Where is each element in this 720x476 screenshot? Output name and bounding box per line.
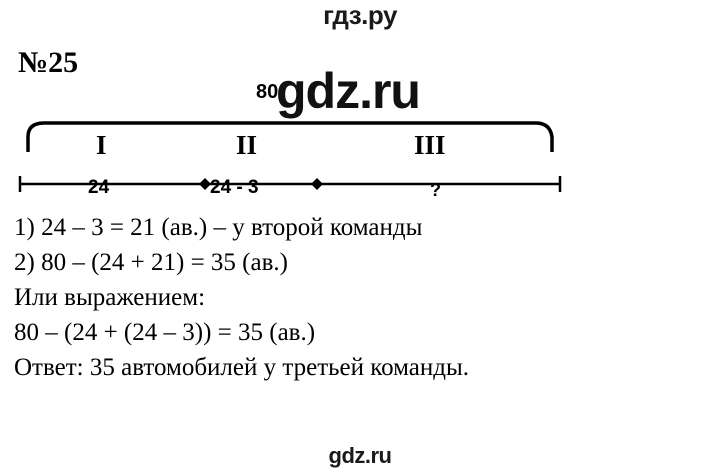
- solution-line: 2) 80 – (24 + 21) = 35 (ав.): [14, 249, 288, 276]
- site-logo-bottom: gdz.ru: [328, 443, 392, 468]
- segment-label-2: II: [236, 130, 258, 160]
- solution-line: 1) 24 – 3 = 21 (ав.) – у второй команды: [14, 214, 423, 241]
- segment-value-3: ?: [430, 180, 441, 200]
- solution-line: 80 – (24 + (24 – 3)) = 35 (ав.): [14, 319, 316, 346]
- solution-block: [14, 212, 704, 387]
- site-logo-center: gdz.ru: [276, 63, 420, 119]
- segment-label-3: III: [414, 130, 446, 160]
- diagram-total-label: 80: [256, 81, 279, 103]
- segment-value-1: 24: [88, 177, 110, 198]
- segment-value-2: 24 - 3: [210, 177, 259, 198]
- task-number: №25: [18, 46, 79, 79]
- answer-line: Ответ: 35 автомобилей у третьей команды.: [14, 354, 470, 381]
- site-logo-top: гдз.ру: [323, 0, 397, 30]
- segment-label-1: I: [96, 130, 107, 160]
- solution-line: Или выражением:: [14, 284, 206, 311]
